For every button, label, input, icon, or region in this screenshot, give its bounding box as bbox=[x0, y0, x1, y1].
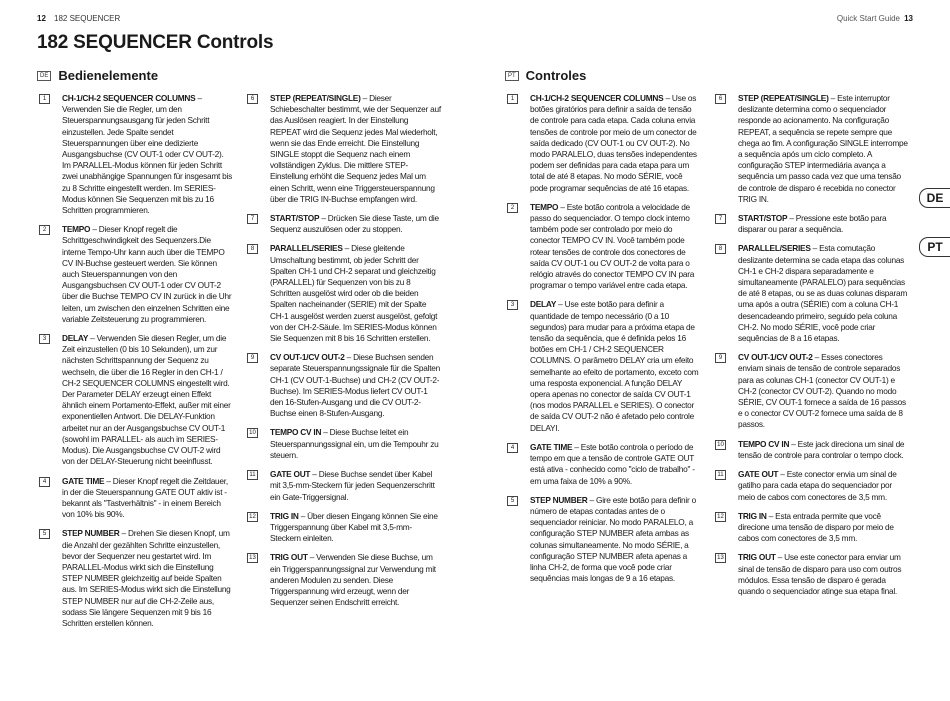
section-title-de: Bedienelemente bbox=[58, 68, 159, 83]
page-header bbox=[0, 0, 950, 30]
item-number-badge: 3 bbox=[507, 300, 518, 310]
item-number-badge: 1 bbox=[507, 94, 518, 104]
item-number-badge: 3 bbox=[39, 334, 50, 344]
language-tab-de[interactable]: DE bbox=[919, 188, 950, 208]
control-name: GATE TIME bbox=[62, 475, 105, 486]
list-item: 2 TEMPO – Dieser Knopf regelt die Schrittgeschwindigkeit des Sequenzers.Die interne Tempo-Uhr kann auch über die TEMPO CV IN-Buchse gesteuert werden. Sie können auch Steuerspannungen von den Ausgangsbuchsen CV OUT-1 oder CV OUT-2 über die Buchse TEMPO CV IN zurück in die Uhr leiten, um zwischen den einzelnen Schritten eine variable Zeitsteuerung zu programmieren. bbox=[37, 224, 233, 325]
pt-column-1 bbox=[505, 93, 701, 592]
list-item: 5 STEP NUMBER – Gire este botão para definir o número de etapas contadas antes de o sequenciador reiniciar. No modo PARALELO, a configuração STEP NUMBER afeta ambas as colunas simultaneamente. No modo SÉRIE, a configuração STEP NUMBER afeta apenas a linha CH-2, de forma que você pode criar sequências mais longas de 9 a 16 etapas. bbox=[505, 495, 701, 585]
item-number-badge: 13 bbox=[715, 553, 726, 563]
language-tab-pt[interactable]: PT bbox=[919, 237, 950, 257]
control-name: TRIG OUT bbox=[738, 552, 776, 563]
item-number-badge: 9 bbox=[247, 353, 258, 363]
control-name: TRIG IN bbox=[270, 510, 299, 521]
control-name: START/STOP bbox=[738, 213, 788, 224]
control-description: Use os botões giratórios para definir a saída de tensão de controle para cada etapa. Cada coluna envia tensões de controle por meio de um conector de saída dedicado (CV OUT-1 ou CV OUT-2). No modo PARALELO, duas tensões independentes podem ser definidas para cada etapa para um total de até 8 etapas. No modo SÉRIE, você pode programar sequências de até 16 etapas. bbox=[530, 93, 697, 193]
item-number-badge: 8 bbox=[715, 244, 726, 254]
control-name: STEP NUMBER bbox=[530, 494, 588, 505]
control-description: Use este conector para enviar um sinal de tensão de disparo para uso com outros módulos. Essa tensão de disparo é gerada quando o sequenciador atinge sua etapa final. bbox=[738, 552, 902, 596]
control-name: STEP (REPEAT/SINGLE) bbox=[738, 93, 829, 103]
control-description: Über diesen Eingang können Sie eine Triggerspannung über Kabel mit 3,5-mm-Steckern einleiten. bbox=[270, 510, 438, 544]
item-number-badge: 11 bbox=[247, 470, 258, 480]
control-description: Verwenden Sie diese Buchse, um ein Triggerspannungssignal zur Verwendung mit anderen Modulen zu senden. Diese Triggerspannung wird erzeugt, wenn der Sequenzer seinen Endschritt erreicht. bbox=[270, 552, 436, 608]
control-description: Esta entrada permite que você direcione uma tensão de disparo por meio de cabos com conectores de 3,5 mm. bbox=[738, 510, 894, 544]
control-description: Diese Buchse sendet über Kabel mit 3,5-mm-Steckern für jeden Sequenzerschritt ein Gate-Triggersignal. bbox=[270, 469, 435, 502]
control-name: TEMPO bbox=[62, 224, 91, 235]
item-number-badge: 10 bbox=[715, 440, 726, 450]
control-name: TEMPO CV IN bbox=[738, 438, 790, 449]
control-description: Esses conectores enviam sinais de tensão de controle separados para as colunas CH-1 (conector CV OUT-1) e CH-2 (conector CV OUT-2). Quando no modo SÉRIE, CV OUT-1 fornece a saída de 16 passos e o conector CV OUT-2 fornece uma saída de 8 passos. bbox=[738, 352, 906, 430]
list-item: 9 CV OUT-1/CV OUT-2 – Diese Buchsen senden separate Steuerspannungssignale für die Spalten CH-1 (CV OUT-1-Buchse) und CH-2 (CV OUT-2-Buchse). Im SERIES-Modus liefert CV OUT-1 den 16-Stufen-Ausgang und die CV OUT-2-Buchse einen 8-Stufen-Ausgang. bbox=[245, 352, 441, 419]
item-number-badge: 8 bbox=[247, 244, 258, 254]
control-name: CH-1/CH-2 SEQUENCER COLUMNS bbox=[62, 93, 196, 103]
item-number-badge: 6 bbox=[247, 94, 258, 104]
list-item: 12 TRIG IN – Über diesen Eingang können Sie eine Triggerspannung über Kabel mit 3,5-mm-Steckern einleiten. bbox=[245, 511, 441, 545]
page-title: 182 SEQUENCER Controls bbox=[37, 32, 274, 53]
control-name: TRIG OUT bbox=[270, 552, 308, 563]
control-description: Diese Buchse leitet ein Steuerspannungssignal ein, um die Tempouhr zu steuern. bbox=[270, 427, 439, 460]
section-title-pt: Controles bbox=[525, 68, 587, 83]
control-description: Verwenden Sie die Regler, um den Steuerspannungsausgang für jeden Schritt einzustellen. Jede Spalte sendet Steuerspannungen über eine dedizierte Ausgangsbuchse (CV OUT-1 oder CV OUT-2). Im PARALLEL-Modus können für jeden Schritt zwei unabhängige Spannungen für insgesamt bis zu 8 Schritte eingestellt werden. Im SERIES-Modus können Sie Sequenzen mit bis zu 16 Schritten programmieren. bbox=[62, 104, 233, 216]
item-number-badge: 5 bbox=[39, 529, 50, 539]
header-title-left: 182 SEQUENCER bbox=[54, 14, 121, 23]
list-item: 8 PARALLEL/SERIES – Esta comutação deslizante determina se cada etapa das colunas CH-1 e CH-2 dispara separadamente e simultaneamente (PARALELO) para sequências de até 8 etapas, ou se as duas colunas disparam uma após a outra (SÉRIE) com a coluna CH-1 desencadeando primeiro, seguido pela coluna CH-2. No modo SÉRIE, você pode criar sequências de 8 a 16 etapas. bbox=[713, 243, 909, 344]
list-item: 4 GATE TIME – Este botão controla o período de tempo em que a tensão de controle GATE OUT está ativa - conhecido como "ciclo de trabalho" - em uma faixa de 10% a 90%. bbox=[505, 442, 701, 487]
item-number-badge: 2 bbox=[507, 203, 518, 213]
control-name: PARALLEL/SERIES bbox=[270, 243, 343, 254]
control-name: TRIG IN bbox=[738, 510, 767, 521]
list-item: 3 DELAY – Use este botão para definir a quantidade de tempo necessário (0 a 10 segundos) para mudar para a próxima etapa de tensão da sequência, que é definida pelos 16 botões em CH-1 / CH-2 SEQUENCER COLUMNS. O parâmetro DELAY cria um efeito semelhante ao efeito de portamento, exceto com uma resposta exponencial. A função DELAY opera apenas no conector de saída CV OUT-1 (nos modos PARALLEL e SERIES). O conector de saída CV OUT-2 não é afetado pelo controle DELAYI. bbox=[505, 299, 701, 433]
list-item: 8 PARALLEL/SERIES – Diese gleitende Umschaltung bestimmt, ob jeder Schritt der Spalten CH-1 und CH-2 separat und gleichzeitig (PARALLEL) für Sequenzen von bis zu 8 Schritten ausgelöst wird oder ob die beiden Spalten nacheinander (SERIE) mit der Spalte CH-1 ausgelöst werden zuerst ausgelöst, gefolgt von der CH-2-Säule. Im SERIES-Modus können Sie Sequenzen mit 8 bis 16 Schritten erstellen. bbox=[245, 243, 441, 344]
list-item: 1 CH-1/CH-2 SEQUENCER COLUMNS – Verwenden Sie die Regler, um den Steuerspannungsausgang für jeden Schritt einzustellen. Jede Spalte sendet Steuerspannungen über eine dedizierte Ausgangsbuchse (CV OUT-1 oder CV OUT-2). Im PARALLEL-Modus können für jeden Schritt zwei unabhängige Spannungen für insgesamt bis zu 8 Schritte eingestellt werden. Im SERIES-Modus können Sie Sequenzen mit bis zu 16 Schritten programmieren. bbox=[37, 93, 233, 216]
control-name: CV OUT-1/CV OUT-2 bbox=[738, 352, 813, 363]
list-item: 1 CH-1/CH-2 SEQUENCER COLUMNS – Use os botões giratórios para definir a saída de tensão de controle para cada etapa. Cada coluna envia tensões de controle por meio de um conector de saída dedicado (CV OUT-1 ou CV OUT-2). No modo PARALELO, duas tensões independentes podem ser definidas para cada etapa para um total de até 8 etapas. No modo SÉRIE, você pode programar sequências de até 16 etapas. bbox=[505, 93, 701, 194]
control-name: CV OUT-1/CV OUT-2 bbox=[270, 352, 345, 363]
list-item: 3 DELAY – Verwenden Sie diesen Regler, um die Zeit einzustellen (0 bis 10 Sekunden), um zur nächsten Schrittspannung der Sequenz zu wechseln, die über die 16 Regler in den CH-1 / CH-2 SEQUENCER COLUMNS eingestellt wird. Der Parameter DELAY erzeugt einen Effekt ähnlich einem Portamento-Effekt, außer mit einer exponentiellen Antwort. Die DELAY-Funktion arbeitet nur an der Ausgangsbuchse CV OUT-1 (sowohl im PARALLEL- als auch im SERIES-Modus). Die Ausgangsbuchse CV OUT-2 wird von der DELAY-Steuerung nicht beeinflusst. bbox=[37, 333, 233, 467]
control-name: GATE TIME bbox=[530, 441, 573, 452]
list-item: 5 STEP NUMBER – Drehen Sie diesen Knopf, um die Anzahl der gezählten Schritte einzustellen, bevor der Sequenzer neu gestartet wird. Im PARALLEL-Modus wirkt sich die Einstellung STEP NUMBER gleichzeitig auf beide Spalten aus. Im SERIES-Modus wirkt sich die Einstellung STEP NUMBER nur auf die CH-2-Zeile aus, sodass Sie längere Sequenzen mit 9 bis 16 Schritten erstellen können. bbox=[37, 528, 233, 629]
list-item: 11 GATE OUT – Diese Buchse sendet über Kabel mit 3,5-mm-Steckern für jeden Sequenzerschritt ein Gate-Triggersignal. bbox=[245, 469, 441, 503]
control-name: STEP NUMBER bbox=[62, 528, 120, 539]
item-number-badge: 10 bbox=[247, 428, 258, 438]
list-item: 6 STEP (REPEAT/SINGLE) – Este interruptor deslizante determina como o sequenciador responde ao acionamento. Na configuração REPEAT, a sequência se repete sempre que chega ao fim. A configuração SINGLE interrompe a sequência após um ciclo completo. A configuração STEP intermediária avança a sequência um passo cada vez que uma tensão de controle de disparo é recebida no conector TRIG IN. bbox=[713, 93, 909, 205]
language-badge-pt: PT bbox=[505, 71, 519, 81]
list-item: 13 TRIG OUT – Verwenden Sie diese Buchse, um ein Triggerspannungssignal zur Verwendung mit anderen Modulen zu senden. Diese Triggerspannung wird erzeugt, wenn der Sequenzer seinen Endschritt erreicht. bbox=[245, 552, 441, 608]
header-title-right: Quick Start Guide bbox=[836, 14, 900, 23]
pt-column-2 bbox=[713, 93, 909, 605]
control-name: GATE OUT bbox=[738, 469, 779, 480]
item-number-badge: 13 bbox=[247, 553, 258, 563]
control-description: Este interruptor deslizante determina como o sequenciador responde ao acionamento. Na configuração REPEAT, a sequência se repete sempre que chega ao fim. A configuração SINGLE interrompe a sequência após um ciclo completo. A configuração STEP intermediária avança a sequência um passo cada vez que uma tensão de controle de disparo é recebida no conector TRIG IN. bbox=[738, 93, 908, 204]
control-description: Dieser Schiebeschalter bestimmt, wie der Sequenzer auf das Auslösen reagiert. In der Einstellung REPEAT wird die Sequenz jedes Mal wiederholt, wenn sie das Ende erreicht. Die Einstellung SINGLE stoppt die Sequenz nach einem vollständigen Zyklus. Die mittlere STEP-Einstellung erhöht die Sequenz jedes Mal um einen Schritt, wenn eine Triggersteuerspannung über die TRIG IN-Buchse empfangen wird. bbox=[270, 93, 441, 204]
item-number-badge: 12 bbox=[715, 512, 726, 522]
list-item: 4 GATE TIME – Dieser Knopf regelt die Zeitdauer, in der die Steuerspannung GATE OUT aktiv ist - bekannt als "Tastverhältnis" - in einem Bereich von 10% bis 90%. bbox=[37, 476, 233, 521]
section-heading-de bbox=[37, 68, 158, 83]
control-description: Este botão controla o período de tempo em que a tensão de controle GATE OUT está ativa - conhecido como "ciclo de trabalho" - em uma faixa de 10% a 90%. bbox=[530, 441, 695, 486]
control-name: PARALLEL/SERIES bbox=[738, 243, 811, 254]
control-name: STEP (REPEAT/SINGLE) bbox=[270, 93, 361, 103]
control-description: Use este botão para definir a quantidade de tempo necessário (0 a 10 segundos) para mudar para a próxima etapa de tensão da sequência, que é definida pelos 16 botões em CH-1 / CH-2 SEQUENCER COLUMNS. O parâmetro DELAY cria um efeito semelhante ao efeito de portamento, exceto com uma resposta exponencial. A função DELAY opera apenas no conector de saída CV OUT-1 (nos modos PARALLEL e SERIES). O conector de saída CV OUT-2 não é afetado pelo controle DELAYI. bbox=[530, 299, 699, 433]
control-description: Este jack direciona um sinal de tensão de controle para controlar o tempo clock. bbox=[738, 438, 905, 460]
control-description: Drücken Sie diese Taste, um die Sequenz auszulösen oder zu stoppen. bbox=[270, 213, 439, 235]
item-number-badge: 7 bbox=[247, 214, 258, 224]
control-description: Dieser Knopf regelt die Schrittgeschwindigkeit des Sequenzers.Die interne Tempo-Uhr kann auch über die TEMPO CV IN-Buchse gesteuert werden. Sie können auch Steuerspannungen von den Ausgangsbuchsen CV OUT-1 oder CV OUT-2 über die Buchse TEMPO CV IN zurück in die Uhr leiten, um zwischen den einzelnen Schritten eine variable Zeitsteuerung zu programmieren. bbox=[62, 224, 232, 324]
item-number-badge: 2 bbox=[39, 225, 50, 235]
item-number-badge: 4 bbox=[39, 477, 50, 487]
item-number-badge: 7 bbox=[715, 214, 726, 224]
list-item: 13 TRIG OUT – Use este conector para enviar um sinal de tensão de disparo para uso com outros módulos. Essa tensão de disparo é gerada quando o sequenciador atinge sua etapa final. bbox=[713, 552, 909, 597]
de-column-1 bbox=[37, 93, 233, 637]
control-name: DELAY bbox=[62, 333, 89, 344]
item-number-badge: 12 bbox=[247, 512, 258, 522]
item-number-badge: 1 bbox=[39, 94, 50, 104]
control-description: Este botão controla a velocidade de passo do sequenciador. O tempo clock interno também pode ser controlado por meio do conector TEMPO CV IN. Você também pode rotear tensões de controle dos conectores de saída CV OUT-1 ou CV OUT-2 de volta para o relógio através do conector TEMPO CV IN para programar o tempo variável entre cada etapa. bbox=[530, 201, 695, 291]
item-number-badge: 9 bbox=[715, 353, 726, 363]
section-heading-pt bbox=[505, 68, 586, 83]
control-description: Pressione este botão para disparar ou parar a sequência. bbox=[738, 213, 887, 235]
control-description: Verwenden Sie diesen Regler, um die Zeit einzustellen (0 bis 10 Sekunden), um zur nächsten Schrittspannung der Sequenz zu wechseln, die über die 16 Regler in den CH-1 / CH-2 SEQUENCER COLUMNS eingestellt wird. Der Parameter DELAY erzeugt einen Effekt ähnlich einem Portamento-Effekt, außer mit einer exponentiellen Antwort. Die DELAY-Funktion arbeitet nur an der Ausgangsbuchse CV OUT-1 (sowohl im PARALLEL- als auch im SERIES-Modus). Die Ausgangsbuchse CV OUT-2 wird von der DELAY-Steuerung nicht beeinflusst. bbox=[62, 333, 231, 467]
control-name: TEMPO bbox=[530, 201, 559, 212]
list-item: 12 TRIG IN – Esta entrada permite que você direcione uma tensão de disparo por meio de cabos com conectores de 3,5 mm. bbox=[713, 511, 909, 545]
control-name: START/STOP bbox=[270, 213, 320, 224]
list-item: 10 TEMPO CV IN – Diese Buchse leitet ein Steuerspannungssignal ein, um die Tempouhr zu steuern. bbox=[245, 427, 441, 461]
item-number-badge: 4 bbox=[507, 443, 518, 453]
control-description: Diese Buchsen senden separate Steuerspannungssignale für die Spalten CH-1 (CV OUT-1-Buchse) und CH-2 (CV OUT-2-Buchse). Im SERIES-Modus liefert CV OUT-1 den 16-Stufen-Ausgang und die CV OUT-2-Buchse einen 8-Stufen-Ausgang. bbox=[270, 352, 440, 419]
list-item: 2 TEMPO – Este botão controla a velocidade de passo do sequenciador. O tempo clock interno também pode ser controlado por meio do conector TEMPO CV IN. Você também pode rotear tensões de controle dos conectores de saída CV OUT-1 ou CV OUT-2 de volta para o relógio através do conector TEMPO CV IN para programar o tempo variável entre cada etapa. bbox=[505, 202, 701, 292]
control-description: Dieser Knopf regelt die Zeitdauer, in der die Steuerspannung GATE OUT aktiv ist - bekannt als "Tastverhältnis" - in einem Bereich von 10% bis 90%. bbox=[62, 475, 228, 520]
item-number-badge: 5 bbox=[507, 496, 518, 506]
list-item: 7 START/STOP – Pressione este botão para disparar ou parar a sequência. bbox=[713, 213, 909, 235]
list-item: 9 CV OUT-1/CV OUT-2 – Esses conectores enviam sinais de tensão de controle separados para as colunas CH-1 (conector CV OUT-1) e CH-2 (conector CV OUT-2). Quando no modo SÉRIE, CV OUT-1 fornece a saída de 16 passos e o conector CV OUT-2 fornece uma saída de 8 passos. bbox=[713, 352, 909, 430]
control-description: Drehen Sie diesen Knopf, um die Anzahl der gezählten Schritte einzustellen, bevor der Sequenzer neu gestartet wird. Im PARALLEL-Modus wirkt sich die Einstellung STEP NUMBER gleichzeitig auf beide Spalten aus. Im SERIES-Modus wirkt sich die Einstellung STEP NUMBER nur auf die CH-2-Zeile aus, sodass Sie längere Sequenzen mit 9 bis 16 Schritten erstellen können. bbox=[62, 528, 231, 628]
control-name: DELAY bbox=[530, 299, 557, 310]
list-item: 10 TEMPO CV IN – Este jack direciona um sinal de tensão de controle para controlar o tempo clock. bbox=[713, 439, 909, 461]
control-name: GATE OUT bbox=[270, 469, 311, 480]
control-description: Diese gleitende Umschaltung bestimmt, ob jeder Schritt der Spalten CH-1 und CH-2 separat und gleichzeitig (PARALLEL) für Sequenzen von bis zu 8 Schritten ausgelöst wird oder ob die beiden Spalten nacheinander (SERIE) mit der Spalte CH-1 ausgelöst werden zuerst ausgelöst, gefolgt von der CH-2-Säule. Im SERIES-Modus können Sie Sequenzen mit 8 bis 16 Schritten erstellen. bbox=[270, 243, 438, 344]
list-item: 6 STEP (REPEAT/SINGLE) – Dieser Schiebeschalter bestimmt, wie der Sequenzer auf das Auslösen reagiert. In der Einstellung REPEAT wird die Sequenz jedes Mal wiederholt, wenn sie das Ende erreicht. Die Einstellung SINGLE stoppt die Sequenz nach einem vollständigen Zyklus. Die mittlere STEP-Einstellung erhöht die Sequenz jedes Mal um einen Schritt, wenn eine Triggersteuerspannung über die TRIG IN-Buchse empfangen wird. bbox=[245, 93, 441, 205]
de-column-2 bbox=[245, 93, 441, 616]
control-description: Este conector envia um sinal de gatilho para cada etapa do sequenciador por meio de cabos com conectores de 3,5 mm. bbox=[738, 469, 897, 502]
list-item: 11 GATE OUT – Este conector envia um sinal de gatilho para cada etapa do sequenciador por meio de cabos com conectores de 3,5 mm. bbox=[713, 469, 909, 503]
control-name: TEMPO CV IN bbox=[270, 427, 322, 438]
control-description: Gire este botão para definir o número de etapas contadas antes de o sequenciador reiniciar. No modo PARALELO, a configuração STEP NUMBER afeta ambas as colunas simultaneamente. No modo SÉRIE, a configuração STEP NUMBER afeta apenas a linha CH-2, de forma que você pode criar sequências mais longas de 9 a 16 etapas. bbox=[530, 494, 696, 584]
item-number-badge: 6 bbox=[715, 94, 726, 104]
language-badge-de: DE bbox=[37, 71, 51, 81]
item-number-badge: 11 bbox=[715, 470, 726, 480]
page-number-left: 12 bbox=[37, 14, 46, 23]
control-name: CH-1/CH-2 SEQUENCER COLUMNS bbox=[530, 93, 664, 103]
control-description: Esta comutação deslizante determina se cada etapa das colunas CH-1 e CH-2 dispara separadamente e simultaneamente (PARALELO) para sequências de até 8 etapas, ou se as duas colunas disparam uma após a outra (SÉRIE) com a coluna CH-1 desencadeando primeiro, seguido pela coluna CH-2. No modo SÉRIE, você pode criar sequências de 8 a 16 etapas. bbox=[738, 243, 908, 344]
list-item: 7 START/STOP – Drücken Sie diese Taste, um die Sequenz auszulösen oder zu stoppen. bbox=[245, 213, 441, 235]
page-number-right: 13 bbox=[904, 14, 913, 23]
